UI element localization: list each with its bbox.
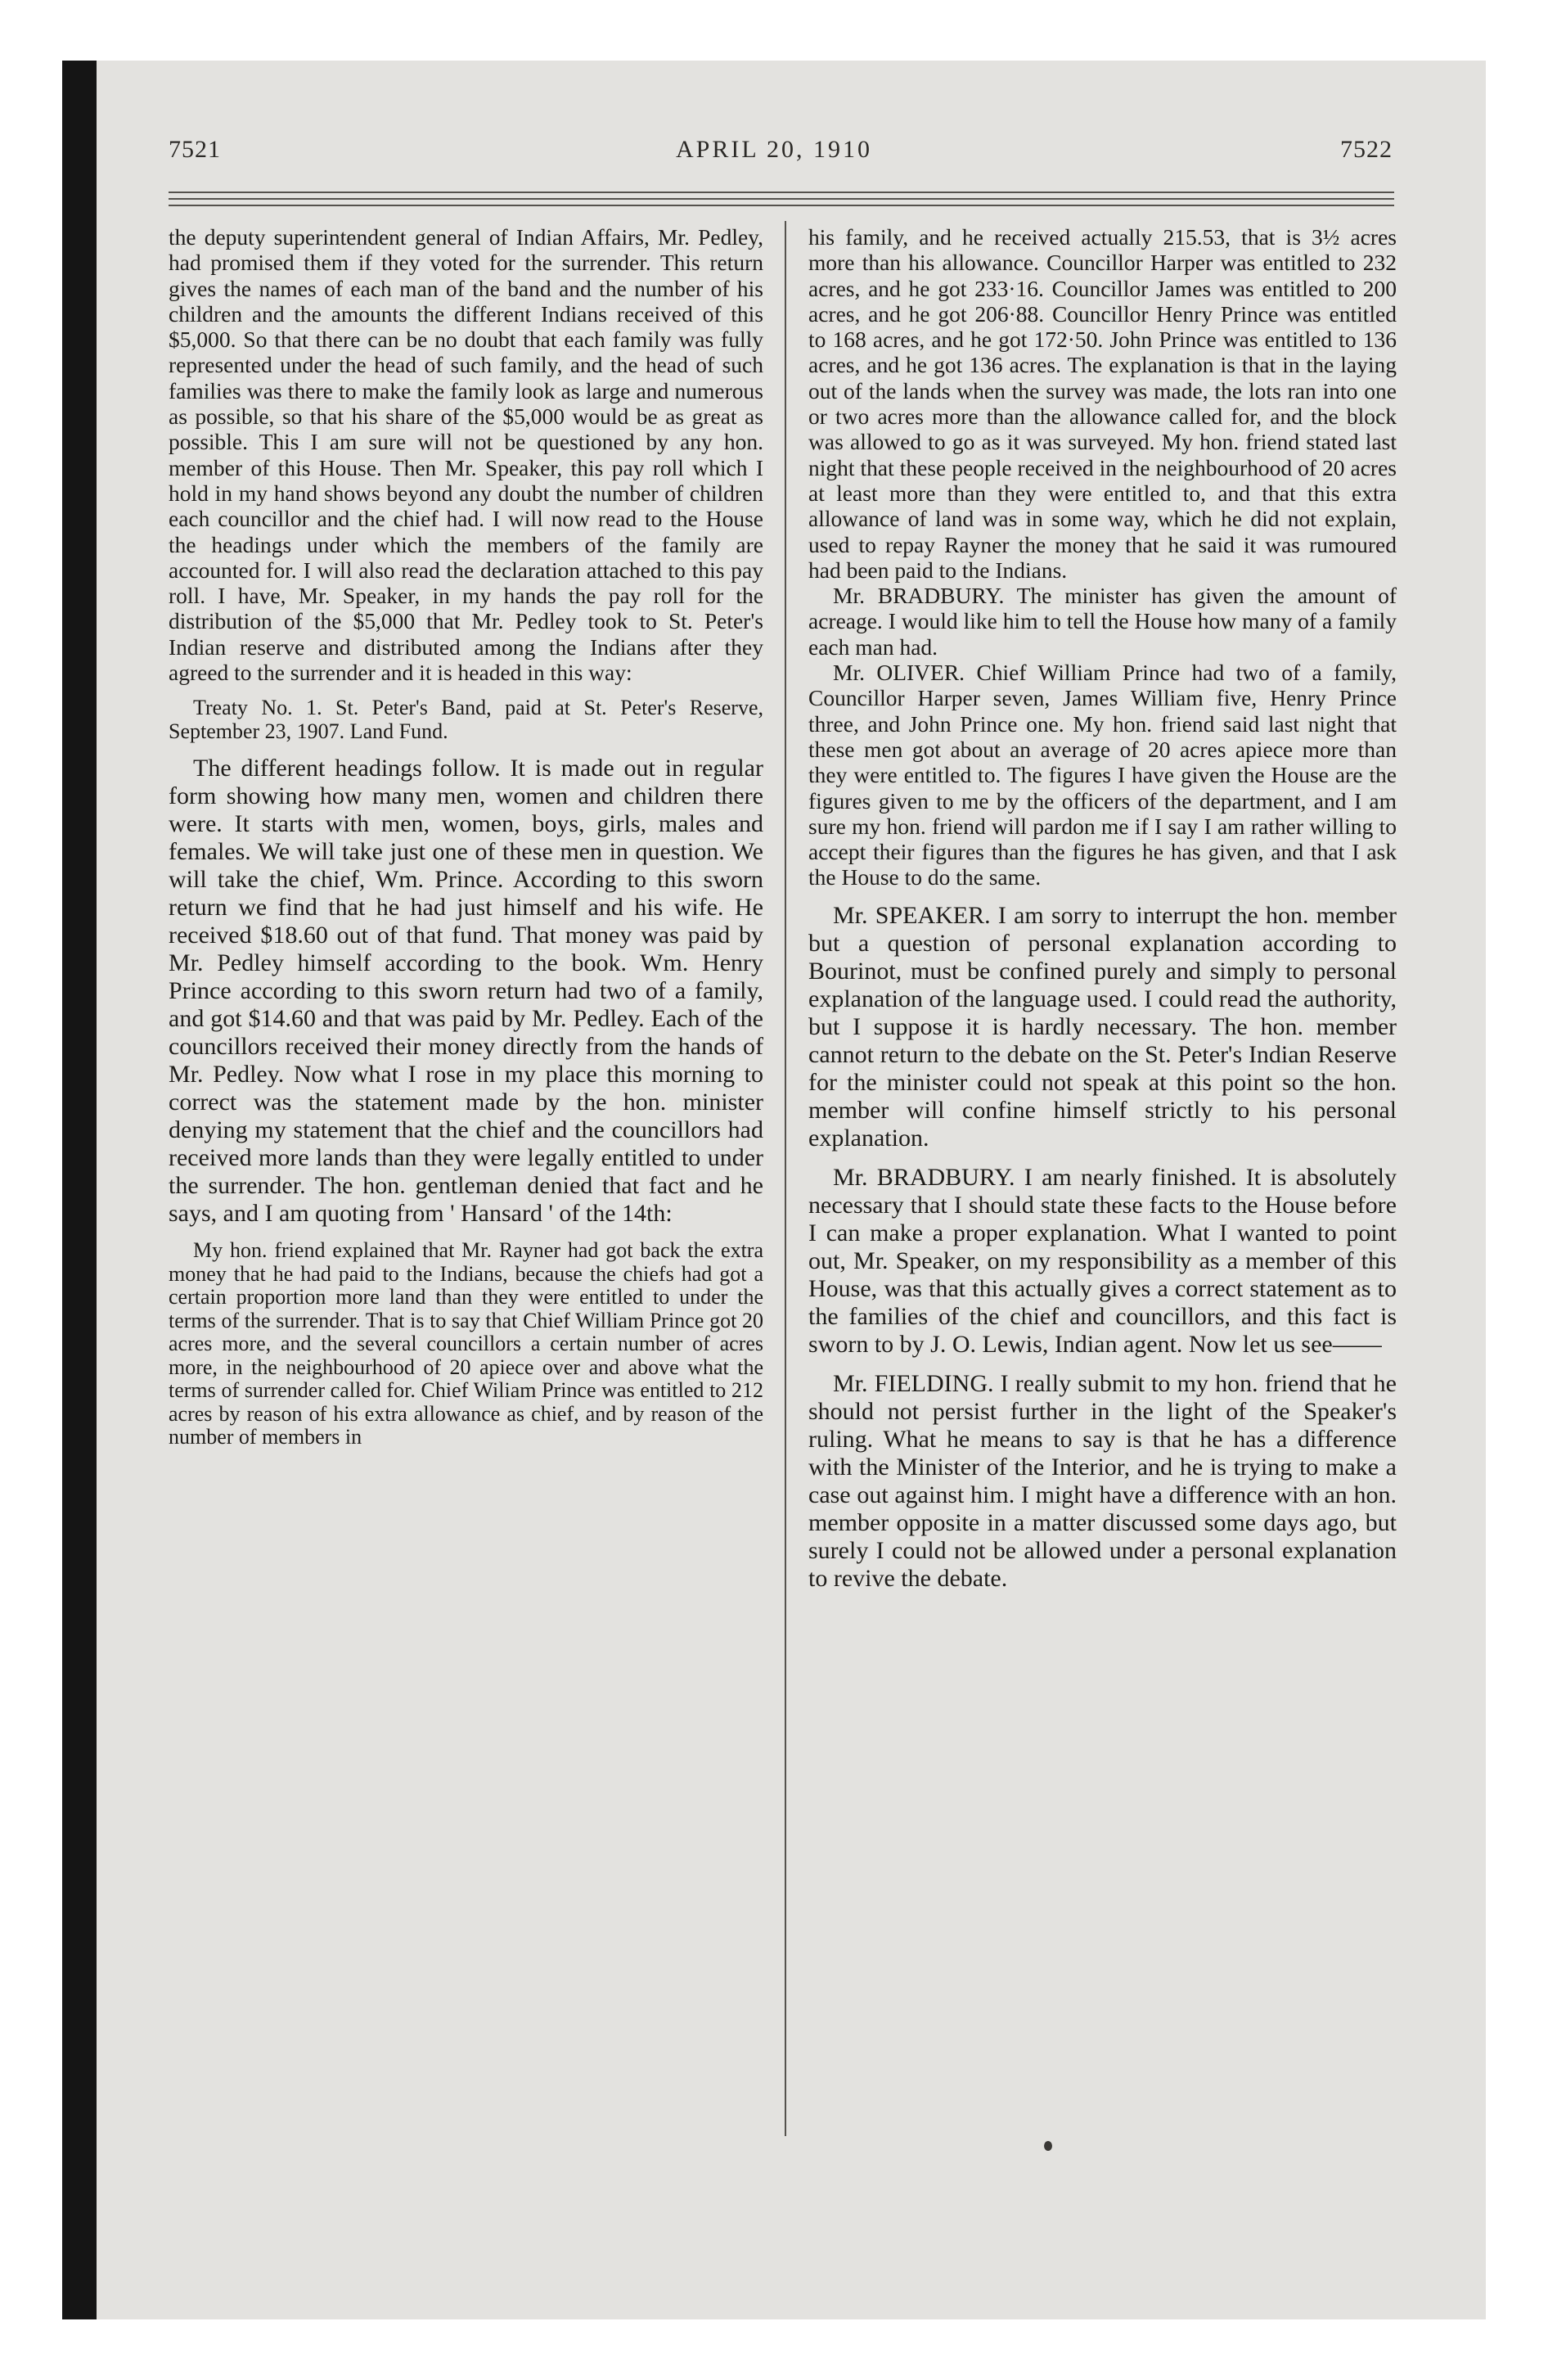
- speech-bradbury: Mr. BRADBURY. The minister has given the amount of acreage. I would like him to tell the House how many of a family each man had.: [808, 583, 1397, 660]
- page-number-left: 7521: [169, 136, 221, 163]
- binding-edge: [62, 61, 97, 2319]
- column-divider: [785, 221, 786, 2136]
- ink-spot: [1044, 2141, 1052, 2151]
- speech-bradbury: Mr. BRADBURY. I am nearly finished. It is absolutely necessary that I should state these facts to the House before I can make a proper explanation. What I wanted to point out, Mr. Speaker, on my responsibility as a member of this House, was that this actually gives a correct statement as to the families of the chief and councillors, and this fact is sworn to by J. O. Lewis, Indian agent. Now let us see——: [808, 1163, 1397, 1358]
- hansard-quote: My hon. friend explained that Mr. Rayner had got back the extra money that he had paid to the Indians, because the chiefs had got a certain proportion more land than they were entitled to under the terms of the surrender. That is to say that Chief William Prince got 20 acres more, and the several councillors a certain number of acres more, in the neighbourhood of 20 apiece over and above what the terms of surrender called for. Chief Wiliam Prince was entitled to 212 acres by reason of his extra allowance as chief, and by reason of the number of members in: [169, 1238, 763, 1449]
- header-rule: [169, 192, 1394, 193]
- header-rule: [169, 198, 1394, 200]
- left-column: [169, 224, 763, 1449]
- header-rule: [169, 205, 1394, 206]
- page-date-header: APRIL 20, 1910: [675, 136, 873, 163]
- page-number-right: 7522: [1340, 136, 1393, 163]
- paragraph: his family, and he received actually 215.53, that is 3½ acres more than his allowance. Councillor Harper was entitled to 232 acres, and he got 233·16. Councillor James was entitled to 200 acres, and he got 206·88. Councillor Henry Prince was entitled to 168 acres, and he got 172·50. John Prince was entitled to 136 acres, and he got 136 acres. The explanation is that in the laying out of the lands when the survey was made, the lots ran into one or two acres more than the allowance called for, and the block was allowed to go as it was surveyed. My hon. friend stated last night that these people received in the neighbourhood of 20 acres at least more than they were entitled to, and that this extra allowance of land was in some way, which he did not explain, used to repay Rayner the money that he said it was rumoured had been paid to the Indians.: [808, 224, 1397, 583]
- speech-fielding: Mr. FIELDING. I really submit to my hon. friend that he should not persist further in the light of the Speaker's ruling. What he means to say is that he has a difference with the Minister of the Interior, and he is trying to make a case out against him. I might have a difference with an hon. member opposite in a matter discussed some days ago, but surely I could not be allowed under a personal explanation to revive the debate.: [808, 1369, 1397, 1592]
- scanned-page: [62, 61, 1486, 2319]
- speech-speaker: Mr. SPEAKER. I am sorry to interrupt the hon. member but a question of personal explanation according to Bourinot, must be confined purely and simply to personal explanation of the language used. I could read the authority, but I suppose it is hardly necessary. The hon. member cannot return to the debate on the St. Peter's Indian Reserve for the minister could not speak at this point so the hon. member will confine himself strictly to his personal explanation.: [808, 901, 1397, 1152]
- quoted-heading: Treaty No. 1. St. Peter's Band, paid at St. Peter's Reserve, September 23, 1907. Land Fund.: [169, 696, 763, 743]
- speech-oliver: Mr. OLIVER. Chief William Prince had two of a family, Councillor Harper seven, James William five, Henry Prince three, and John Prince one. My hon. friend said last night that these men got about an average of 20 acres apiece more than they were entitled to. The figures I have given the House are the figures given to me by the officers of the department, and I am sure my hon. friend will pardon me if I say I am rather willing to accept their figures than the figures he has given, and that I ask the House to do the same.: [808, 660, 1397, 890]
- paragraph: the deputy superintendent general of Indian Affairs, Mr. Pedley, had promised them if they voted for the surrender. This return gives the names of each man of the band and the number of his children and the amounts the different Indians received of this $5,000. So that there can be no doubt that each family was fully represented under the head of such family, and the head of such families was there to make the family look as large and numerous as possible, so that his share of the $5,000 would be as great as possible. This I am sure will not be questioned by any hon. member of this House. Then Mr. Speaker, this pay roll which I hold in my hand shows beyond any doubt the number of children each councillor and the chief had. I will now read to the House the headings under which the members of the family are accounted for. I will also read the declaration attached to this pay roll. I have, Mr. Speaker, in my hands the pay roll for the distribution of the $5,000 that Mr. Pedley took to St. Peter's Indian reserve and distributed among the Indians after they agreed to the surrender and it is headed in this way:: [169, 224, 763, 686]
- paragraph: The different headings follow. It is made out in regular form showing how many men, women and children there were. It starts with men, women, boys, girls, males and females. We will take just one of these men in question. We will take the chief, Wm. Prince. According to this sworn return we find that he had just himself and his wife. He received $18.60 out of that fund. That money was paid by Mr. Pedley himself according to the book. Wm. Henry Prince according to this sworn return had two of a family, and got $14.60 and that was paid by Mr. Pedley. Each of the councillors received their money directly from the hands of Mr. Pedley. Now what I rose in my place this morning to correct was the statement made by the hon. minister denying my statement that the chief and the councillors had received more lands than they were legally entitled to under the surrender. The hon. gentleman denied that fact and he says, and I am quoting from ' Hansard ' of the 14th:: [169, 755, 763, 1228]
- right-column: [808, 224, 1397, 1593]
